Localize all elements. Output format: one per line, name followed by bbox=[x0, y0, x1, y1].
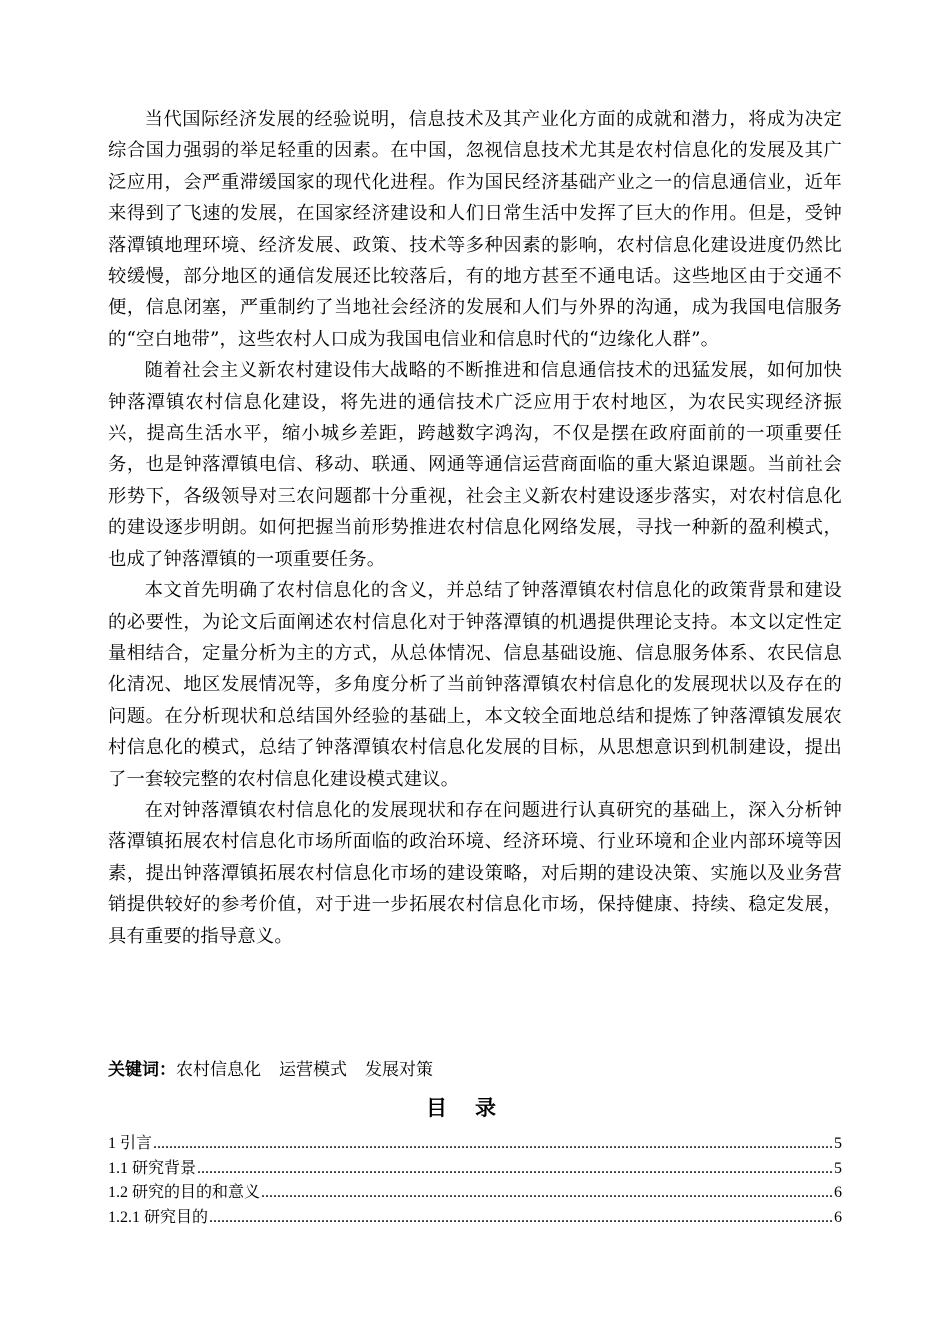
toc-dot-leader bbox=[197, 1157, 833, 1182]
toc-entry[interactable] bbox=[108, 1157, 842, 1182]
abstract-paragraph: 随着社会主义新农村建设伟大战略的不断推进和信息通信技术的迅猛发展，如何加快钟落潭镇农村信息化建设，将先进的通信技术广泛应用于农村地区，为农民实现经济振兴，提高生活水平，缩小城乡差距，跨越数字鸿沟，不仅是摆在政府面前的一项重要任务，也是钟落潭镇电信、移动、联通、网通等通信运营商面临的重大紧迫课题。当前社会形势下，各级领导对三农问题都十分重视，社会主义新农村建设逐步落实，对农村信息化的建设逐步明朗。如何把握当前形势推进农村信息化网络发展，寻找一种新的盈利模式，也成了钟落潭镇的一项重要任务。 bbox=[108, 360, 842, 570]
toc-entry-page: 6 bbox=[834, 1184, 842, 1201]
toc-dot-leader bbox=[153, 1132, 833, 1157]
keyword-item: 发展对策 bbox=[365, 1060, 433, 1080]
table-of-contents bbox=[108, 1132, 842, 1230]
abstract-paragraph: 当代国际经济发展的经验说明，信息技术及其产业化方面的成就和潜力，将成为决定综合国力强弱的举足轻重的因素。在中国，忽视信息技术尤其是农村信息化的发展及其广泛应用，会严重滞缓国家的现代化进程。作为国民经济基础产业之一的信息通信业，近年来得到了飞速的发展，在国家经济建设和人们日常生活中发挥了巨大的作用。但是，受钟落潭镇地理环境、经济发展、政策、技术等多种因素的影响，农村信息化建设进度仍然比较缓慢，部分地区的通信发展还比较落后，有的地方甚至不通电话。这些地区由于交通不便，信息闭塞，严重制约了当地社会经济的发展和人们与外界的沟通，成为我国电信服务的“空白地带”，这些农村人口成为我国电信业和信息时代的“边缘化人群”。 bbox=[108, 109, 842, 350]
toc-entry-page: 6 bbox=[834, 1208, 842, 1226]
toc-entry-title: 1.2 研究的目的和意义 bbox=[108, 1184, 261, 1201]
keyword-item: 农村信息化 bbox=[176, 1060, 261, 1080]
toc-dot-leader bbox=[261, 1181, 833, 1206]
toc-entry-title: 1 引言 bbox=[108, 1135, 153, 1152]
toc-dot-leader bbox=[209, 1206, 833, 1231]
toc-entry-title: 1.1 研究背景 bbox=[108, 1159, 197, 1177]
abstract-paragraph: 本文首先明确了农村信息化的含义，并总结了钟落潭镇农村信息化的政策背景和建设的必要性，为论文后面阐述农村信息化对于钟落潭镇的机遇提供理论支持。本文以定性定量相结合，定量分析为主的方式，从总体情况、信息基础设施、信息服务体系、农民信息化清况、地区发展情况等，多角度分析了当前钟落潭镇农村信息化的发展现状以及存在的问题。在分析现状和总结国外经验的基础上，本文较全面地总结和提炼了钟落潭镇发展农村信息化的模式，总结了钟落潭镇农村信息化发展的目标，从思想意识到机制建设，提出了一套较完整的农村信息化建设模式建议。 bbox=[108, 580, 842, 790]
keywords-line bbox=[108, 1056, 433, 1084]
abstract-paragraph: 在对钟落潭镇农村信息化的发展现状和存在问题进行认真研究的基础上，深入分析钟落潭镇拓展农村信息化市场所面临的政治环境、经济环境、行业环境和企业内部环境等因素，提出钟落潭镇拓展农村信息化市场的建设策略，对后期的建设决策、实施以及业务营销提供较好的参考价值，对于进一步拓展农村信息化市场，保持健康、持续、稳定发展，具有重要的指导意义。 bbox=[108, 799, 842, 947]
toc-entry-page: 5 bbox=[834, 1135, 842, 1152]
keywords-label: 关键词： bbox=[108, 1060, 176, 1080]
toc-entry-page: 5 bbox=[834, 1159, 842, 1177]
toc-title: 目录 bbox=[426, 1096, 524, 1120]
abstract-body bbox=[108, 104, 842, 952]
toc-entry[interactable] bbox=[108, 1132, 842, 1157]
toc-entry[interactable] bbox=[108, 1181, 842, 1206]
toc-entry[interactable] bbox=[108, 1206, 842, 1231]
keyword-item: 运营模式 bbox=[279, 1060, 347, 1080]
toc-entry-title: 1.2.1 研究目的 bbox=[108, 1208, 209, 1226]
